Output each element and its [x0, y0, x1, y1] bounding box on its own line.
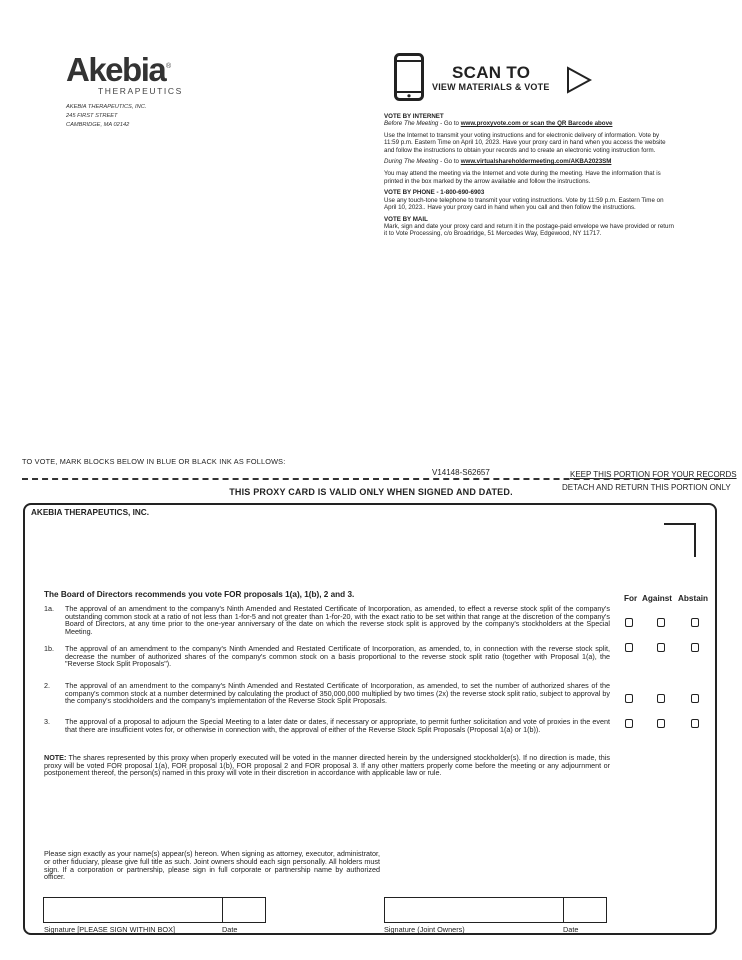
proposal-text: The approval of an amendment to the company's Ninth Amended and Restated Certificate of Incorporation, as amended, to set the number of authorized shares of the company's common stock at a number determined by calculating the product of 350,000,000 multiplied by two times (2x) the reverse stock split ratio, subject to approval by the company's stockholders and the company's implementation of the Reverse Stock Split Proposals. [65, 681, 610, 706]
proposal-text: The approval of a proposal to adjourn the Special Meeting to a later date or dates, if necessary or appropriate, to permit further solicitation and vote of proxies in the event that there are insufficient votes for, or otherwise in connection with, the approval of either of the Reverse Stock Split Proposals (Proposal 1(a) or 1(b)). [65, 717, 610, 734]
joint-signature-label: Signature (Joint Owners) [384, 925, 465, 934]
proposal-2 [44, 682, 610, 705]
column-against: Against [642, 594, 673, 603]
virtual-meeting-link[interactable]: www.virtualshareholdermeeting.com/AKBA2023SM [460, 158, 612, 166]
proposal-2-abstain-checkbox[interactable] [691, 694, 699, 703]
before-meeting-text: - Go to [438, 120, 461, 128]
signature-instructions: Please sign exactly as your name(s) appear(s) hereon. When signing as attorney, executor, administrator, or other fiduciary, please give full title as such. Joint owners should each sign personally. All holders must sign. If a corporation or partnership, please sign in full corporate or partnership name by authorized officer. [44, 849, 380, 882]
proposal-number: 3. [44, 717, 50, 726]
keep-portion-text: KEEP THIS PORTION FOR YOUR RECORDS [570, 470, 737, 479]
company-address [66, 103, 146, 130]
address-line: CAMBRIDGE, MA 02142 [66, 122, 130, 128]
board-recommendation: The Board of Directors recommends you vote FOR proposals 1(a), 1(b), 2 and 3. [44, 590, 355, 599]
during-meeting-text: - Go to [438, 158, 461, 166]
column-for: For [624, 594, 638, 603]
proposal-2-for-checkbox[interactable] [625, 694, 633, 703]
internet-heading: VOTE BY INTERNET [384, 113, 444, 120]
proposal-2-against-checkbox[interactable] [657, 694, 665, 703]
proposal-1a-for-checkbox[interactable] [625, 618, 633, 627]
mail-heading: VOTE BY MAIL [384, 215, 428, 223]
internet-body: Use the Internet to transmit your voting instructions and for electronic delivery of information. Vote by 11:59 p.m. Eastern Time on April 10, 2023. Have your proxy card in hand when you access the website and follow the instructions to obtain your records and to create an electronic voting instruction form. [384, 132, 666, 154]
address-corner-mark [664, 523, 696, 557]
proposal-3 [44, 718, 610, 733]
date-label: Date [222, 925, 238, 934]
proposal-1a-abstain-checkbox[interactable] [691, 618, 699, 627]
proposal-number: 1b. [44, 644, 54, 653]
card-company-name: AKEBIA THERAPEUTICS, INC. [31, 508, 149, 517]
before-meeting-label: Before The Meeting [384, 120, 439, 128]
mail-body: Mark, sign and date your proxy card and return it in the postage-paid envelope we have provided or return it to Vote Processing, c/o Broadridge, 51 Mercedes Way, Edgewood, NY 11717. [384, 223, 674, 238]
detach-label: DETACH AND RETURN THIS PORTION ONLY [562, 483, 731, 492]
before-meeting-line [384, 120, 674, 127]
proposal-3-against-checkbox[interactable] [657, 719, 665, 728]
proxyvote-link[interactable]: www.proxyvote.com or scan the QR Barcode above [460, 120, 613, 128]
joint-date-label: Date [563, 925, 579, 934]
address-line: 245 FIRST STREET [66, 113, 118, 119]
during-meeting-line [384, 158, 674, 165]
proposal-3-for-checkbox[interactable] [625, 719, 633, 728]
to-vote-instruction: TO VOTE, MARK BLOCKS BELOW IN BLUE OR BLACK INK AS FOLLOWS: [22, 457, 286, 466]
column-abstain: Abstain [678, 594, 709, 603]
registered-mark: ® [166, 63, 172, 70]
akebia-logo: Akebia [66, 51, 166, 88]
scan-subtitle: VIEW MATERIALS & VOTE [432, 82, 550, 92]
signature-date-box[interactable] [222, 897, 266, 923]
proposal-1a-against-checkbox[interactable] [657, 618, 665, 627]
valid-notice: THIS PROXY CARD IS VALID ONLY WHEN SIGNED AND DATED. [229, 487, 513, 497]
proposal-number: 1a. [44, 604, 54, 613]
scan-title: SCAN TO [452, 63, 531, 82]
signature-box[interactable] [43, 897, 223, 923]
proposal-number: 2. [44, 681, 50, 690]
note-text: The shares represented by this proxy when properly executed will be voted in the manner directed herein by the undersigned stockholder(s). If no direction is made, this proxy will be voted FOR proposal 1(a), FOR proposal 1(b), FOR proposal 2 and FOR proposal 3. If any other matters properly come before the meeting or any adjournment or postponement thereof, the person(s) named in this proxy will vote in their discretion in accordance with applicable law or rule. [44, 753, 610, 778]
smartphone-icon [394, 53, 424, 101]
voting-instructions [384, 113, 674, 242]
proposal-1b-for-checkbox[interactable] [625, 643, 633, 652]
signature-label: Signature [PLEASE SIGN WITHIN BOX] [44, 925, 175, 934]
proposal-text: The approval of an amendment to the company's Ninth Amended and Restated Certificate of Incorporation, as amended, to effect a reverse stock split of the company's outstanding common stock at a ratio of not less than 1-for-5 and not greater than 1-for-20, with the exact ratio to be set within that range at the discretion of the company's Board of Directors, at any time prior to the one-year anniversary of the date on which the reverse stock split is approved by the company's stockholders at the Special Meeting. [65, 604, 610, 636]
phone-body: Use any touch-tone telephone to transmit your voting instructions. Vote by 11:59 p.m. Eastern Time on April 10, 2023.. Have your proxy card in hand when you call and then follow the instructions. [384, 196, 664, 211]
during-meeting-body: You may attend the meeting via the Internet and vote during the meeting. Have the information that is printed in the box marked by the arrow available and follow the instructions. [384, 170, 661, 185]
proposal-1b-against-checkbox[interactable] [657, 643, 665, 652]
joint-date-box[interactable] [563, 897, 607, 923]
detach-line [22, 478, 720, 480]
joint-signature-box[interactable] [384, 897, 564, 923]
proposal-text: The approval of an amendment to the company's Ninth Amended and Restated Certificate of Incorporation, as amended, to, in connection with the reverse stock split, decrease the number of authorized shares of the company's common stock on a basis proportional to the reverse stock split ratio (together with Proposal 1(a), the "Reverse Stock Split Proposals"). [65, 644, 610, 669]
address-line: AKEBIA THERAPEUTICS, INC. [66, 104, 147, 110]
play-arrow-icon [566, 66, 592, 94]
proposal-1b-abstain-checkbox[interactable] [691, 643, 699, 652]
logo-subtitle: THERAPEUTICS [98, 86, 183, 96]
proxy-note [44, 754, 610, 777]
note-label: NOTE: [44, 753, 67, 762]
proposal-1a [44, 605, 610, 635]
phone-heading: VOTE BY PHONE - 1-800-690-6903 [384, 189, 485, 197]
control-number: V14148-S62657 [432, 468, 490, 477]
proposal-1b [44, 645, 610, 668]
proposal-3-abstain-checkbox[interactable] [691, 719, 699, 728]
during-meeting-label: During The Meeting [384, 158, 439, 166]
